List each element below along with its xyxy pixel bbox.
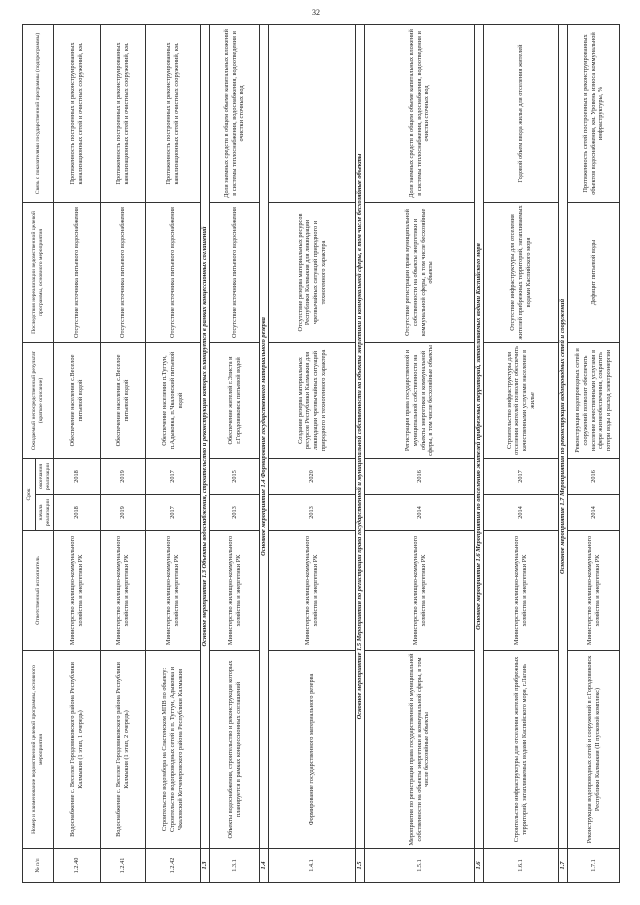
row-name: Водоснабжение с. Веселое Городовиковского района Республики Калмыкия (1 этап, 1 очередь) [54,651,101,849]
header-executor: Ответственный исполнитель [23,531,54,651]
row-name: Реконструкция водопроводных сетей и сооружений в г.Городовиковск Республики Калмыкия (II пусковой комплекс) [568,651,620,849]
row-name: Объекты водоснабжения, строительство и реконструкция которых планируется в рамках концессионных соглашений [210,651,260,849]
section-row [475,24,484,882]
row-end: 2015 [210,458,260,494]
row-end: 2019 [101,458,146,494]
row-executor: Министерство жилищно-коммунального хозяйства и энергетики РК [484,531,559,651]
table-row [210,24,260,882]
table-row [568,24,620,882]
row-result: Обеспечение населения с.Веселое питьевой водой [54,342,101,458]
header-end: окончания реализации [36,458,54,494]
table-row [54,24,101,882]
row-name: Водоснабжение с. Веселое Городовиковского района Республики Калмыкия (1 этап, 2 очередь) [101,651,146,849]
row-end: 2020 [269,458,356,494]
row-start: 2014 [568,495,620,531]
row-consequences: Отсутствие источника питьевого водоснабжения [54,202,101,342]
row-number: 1.7.1 [568,849,620,883]
row-name: Мероприятия по регистрации права государственной и муниципальной собственности на объекты энергетики и коммунальной сферы, в том числе бесхозяйные объекты [365,651,475,849]
section-title: Основное мероприятие 1.5 Мероприятия по регистрации права государственной и муниципальной собственности на объекты энергетики и коммунальной сферы, в том числе бесхозяйные объекты [356,24,365,848]
row-result: Регистрация права государственной и муниципальной собственности на объекты энергетики и коммунальной сферы, в том числе бесхозяйные объекты [365,342,475,458]
row-number: 1.5.1 [365,849,475,883]
row-end: 2017 [484,458,559,494]
row-start: 2013 [269,495,356,531]
row-start: 2019 [101,495,146,531]
row-link: Протяженность сетей построенных и реконструированных объектов водоснабжения, км. Уровень износа коммунальной инфраструктуры, % [568,24,620,202]
table-row [269,24,356,882]
row-start: 2014 [484,495,559,531]
row-start: 2013 [210,495,260,531]
table-row [146,24,201,882]
row-name: Формирование государственного материального резерва [269,651,356,849]
row-number: 1.3.1 [210,849,260,883]
section-row [201,24,210,882]
program-table [22,24,620,883]
row-number: 1.2.40 [54,849,101,883]
page-number: 32 [312,8,320,17]
row-consequences: Отсутствие источника питьевого водоснабжения [101,202,146,342]
header-link: Связь с показателями государственной программы (подпрограммы) [23,24,54,202]
row-link: Доля заемных средств в общем объеме капитальных вложений в системы теплоснабжения, водоснабжения, водоотведения и очистки сточных вод [210,24,260,202]
row-executor: Министерство жилищно-коммунального хозяйства и энергетики РК [146,531,201,651]
section-row [559,24,568,882]
row-link: Годовой объем ввода жилья для отселения жителей [484,24,559,202]
table-body [54,24,620,882]
row-number: 1.4.1 [269,849,356,883]
row-name: Строительство водозабора на Сластенском МПВ по объекту: Строительство водопроводных сетей в п. Тугтун, Адыковка и Чкаловский Кетченеровского района Республики Калмыкия [146,651,201,849]
row-consequences: Отсутствие инфраструктуры для отселения жителей прибрежных территорий, затапливаемых водами Каспийского моря [484,202,559,342]
row-name: Строительство инфраструктуры для отселения жителей прибрежных территорий, затапливаемых водами Каспийского моря, г.Лагань [484,651,559,849]
row-end: 2018 [54,458,101,494]
row-consequences: Отсутствие резерва материальных ресурсов Республики Калмыкия для ликвидации чрезвычайных ситуаций природного и техногенного характера [269,202,356,342]
row-number: 1.2.41 [101,849,146,883]
section-title: Основное мероприятие 1.3 Объекты водоснабжения, строительство и реконструкция которых планируется в рамках концессионных соглашений [201,24,210,848]
section-title: Основное мероприятие 1.4 Формирование государственного материального резерва [260,24,269,848]
row-result: Строительство инфраструктуры для отселения жителей позволит обеспечить качественными услугами население в жилье [484,342,559,458]
row-link [269,24,356,202]
row-executor: Министерство жилищно-коммунального хозяйства и энергетики РК [269,531,356,651]
row-start: 2014 [365,495,475,531]
row-end: 2016 [365,458,475,494]
table-row [484,24,559,882]
row-end: 2017 [146,458,201,494]
row-end: 2016 [568,458,620,494]
row-link: Протяженность построенных и реконструированных канализационных сетей и очистных сооружений, км. [101,24,146,202]
section-number: 1.7 [559,849,568,883]
row-number: 1.2.42 [146,849,201,883]
header-expected: Ожидаемый непосредственный результат (краткое описание) [23,342,54,458]
header-start: начала реализации [36,495,54,531]
row-executor: Министерство жилищно-коммунального хозяйства и энергетики РК [210,531,260,651]
header-consequences: Последствия нереализации ведомственной целевой программы, основного мероприятия [23,202,54,342]
rotated-page [22,25,618,883]
row-link: Протяженность построенных и реконструированных канализационных сетей и очистных сооружений, км. [54,24,101,202]
row-link: Доля заемных средств в общем объеме капитальных вложений в системы теплоснабжения, водоснабжения, водоотведения и очистки сточных вод [365,24,475,202]
row-result: Обеспечение населения с.Веселое питьевой водой [101,342,146,458]
row-result: Создание резерва материальных ресурсов Республики Калмыкия для ликвидации чрезвычайных ситуаций природного и техногенного характера [269,342,356,458]
header-term: Срок [23,458,36,530]
section-row [260,24,269,882]
table-row [365,24,475,882]
row-executor: Министерство жилищно-коммунального хозяйства и энергетики РК [365,531,475,651]
header-name: Номер и наименование ведомственной целевой программы, основного мероприятия [23,651,54,849]
row-result: Реконструкция водопроводных сетей и сооружений позволит обеспечить население качественными услугами в сфере жизнеобеспечения, сократить потери воды и расход электроэнергии [568,342,620,458]
row-start: 2018 [54,495,101,531]
row-result: Обеспечение жителей г.Элиста и г.Городовиковск питьевой водой [210,342,260,458]
row-consequences: Отсутствие источника питьевого водоснабжения [210,202,260,342]
header-num: № п/п [23,849,54,883]
row-number: 1.6.1 [484,849,559,883]
row-executor: Министерство жилищно-коммунального хозяйства и энергетики РК [568,531,620,651]
row-link: Протяженность построенных и реконструированных канализационных сетей и очистных сооружений, км. [146,24,201,202]
section-number: 1.6 [475,849,484,883]
section-row [356,24,365,882]
row-consequences: Отсутствие источника питьевого водоснабжения [146,202,201,342]
row-consequences: Отсутствие регистрации права муниципальной собственности на объекты энергетики и коммунальной сферы, в том числе бесхозяйные объекты [365,202,475,342]
section-number: 1.5 [356,849,365,883]
row-start: 2017 [146,495,201,531]
row-executor: Министерство жилищно-коммунального хозяйства и энергетики РК [54,531,101,651]
section-title: Основное мероприятие 1.7 Мероприятия по реконструкции водопроводных сетей и сооружений [559,24,568,848]
table-row [101,24,146,882]
row-consequences: Дефицит питьевой воды [568,202,620,342]
row-executor: Министерство жилищно-коммунального хозяйства и энергетики РК [101,531,146,651]
row-result: Обеспечение населения п.Тугтун, п.Адыковка, п.Чкаловский питьевой водой [146,342,201,458]
section-number: 1.4 [260,849,269,883]
section-number: 1.3 [201,849,210,883]
section-title: Основное мероприятие 1.6 Мероприятия по отселению жителей прибрежных территорий, затапливаемых водами Каспийского моря [475,24,484,848]
